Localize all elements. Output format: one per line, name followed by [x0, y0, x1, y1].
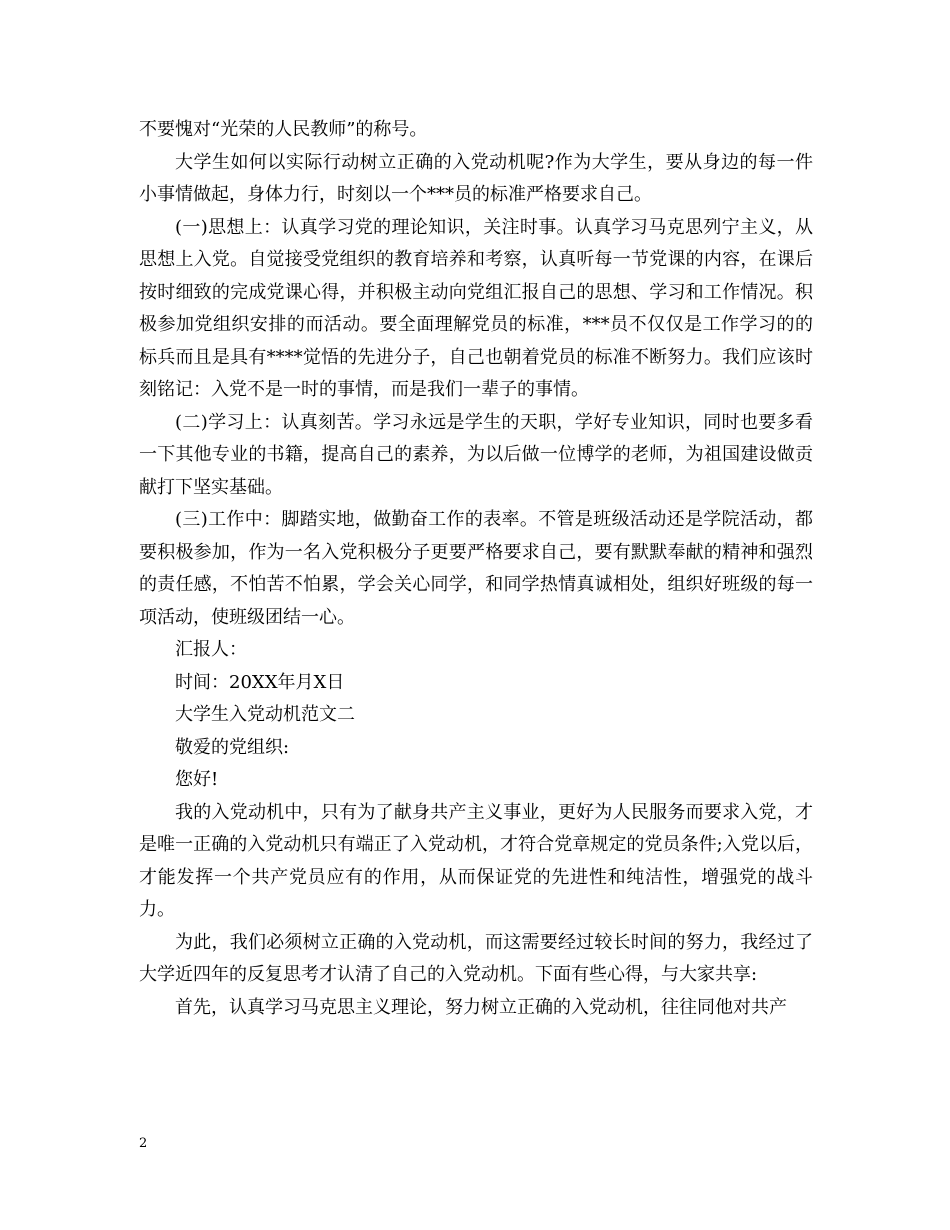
paragraph: 我的入党动机中，只有为了献身共产主义事业，更好为人民服务而要求入党，才是唯一正确的入党动机只有端正了入党动机，才符合党章规定的党员条件;入党以后，才能发挥一个共产党员应有的作用，从而保证党的先进性和纯洁性，增强党的战斗力。: [139, 801, 813, 920]
paragraph: 大学生如何以实际行动树立正确的入党动机呢?作为大学生，要从身边的每一件小事情做起，身体力行，时刻以一个***员的标准严格要求自己。: [139, 151, 813, 205]
reporter-line: 汇报人：: [175, 639, 247, 660]
paragraph: (二)学习上：认真刻苦。学习永远是学生的天职，学好专业知识，同时也要多看一下其他专业的书籍，提高自己的素养，为以后做一位博学的老师，为祖国建设做贡献打下坚实基础。: [139, 411, 813, 498]
paragraph: 为此，我们必须树立正确的入党动机，而这需要经过较长时间的努力，我经过了大学近四年的反复思考才认清了自己的入党动机。下面有些心得，与大家共享:: [139, 931, 813, 985]
paragraph: 首先，认真学习马克思主义理论，努力树立正确的入党动机，往往同他对共产: [175, 996, 787, 1018]
section-title: 大学生入党动机范文二: [175, 704, 355, 725]
page-number: 2: [139, 1136, 148, 1151]
greeting: 您好!: [175, 769, 219, 790]
document-body: [139, 114, 813, 1024]
date-line: 时间：20XX年月X日: [175, 671, 345, 693]
paragraph: 不要愧对“光荣的人民教师”的称号。: [139, 119, 428, 140]
paragraph: (一)思想上：认真学习党的理论知识，关注时事。认真学习马克思列宁主义，从思想上入党。自觉接受党组织的教育培养和考察，认真听每一节党课的内容，在课后按时细致的完成党课心得，并积极主动向党组汇报自己的思想、学习和工作情况。积极参加党组织安排的而活动。要全面理解党员的标准，***员不仅仅是工作学习的的标兵而且是具有****觉悟的先进分子，自己也朝着党员的标准不断努力。我们应该时刻铭记：入党不是一时的事情，而是我们一辈子的事情。: [139, 216, 813, 400]
paragraph: (三)工作中：脚踏实地，做勤奋工作的表率。不管是班级活动还是学院活动，都要积极参加，作为一名入党积极分子更要严格要求自己，要有默默奉献的精神和强烈的责任感，不怕苦不怕累，学会关心同学，和同学热情真诚相处，组织好班级的每一项活动，使班级团结一心。: [139, 509, 813, 628]
salutation: 敬爱的党组织:: [175, 736, 290, 758]
